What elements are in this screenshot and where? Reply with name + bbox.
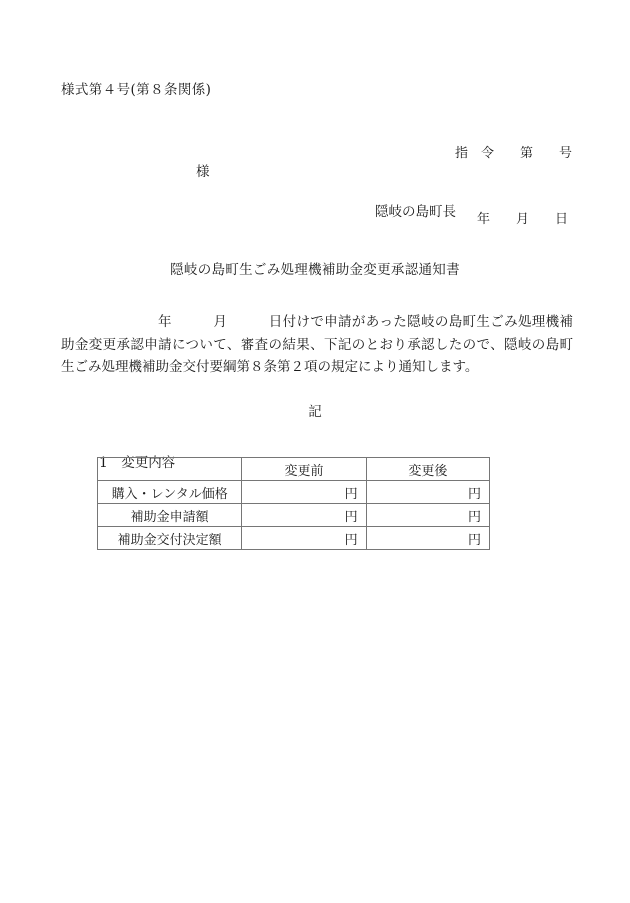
reference-block — [455, 99, 572, 275]
body-lead-indent — [61, 314, 158, 330]
issuer-name: 隠岐の島町長 — [375, 204, 456, 220]
issue-date-line: 年 月 日 — [476, 212, 568, 227]
body-paragraph — [61, 311, 573, 379]
table-header-before: 変更前 — [242, 458, 366, 481]
section-title: 変更内容 — [121, 455, 176, 471]
row-label-purchase-rental-price: 購入・レンタル価格 — [98, 481, 242, 504]
table-header-row — [98, 458, 490, 481]
cell-purchase-rental-price-after[interactable]: 円 — [366, 481, 489, 504]
cell-subsidy-application-amount-after[interactable]: 円 — [366, 504, 489, 527]
change-content-table — [97, 457, 490, 550]
table-row — [98, 527, 490, 550]
document-title: 隠岐の島町生ごみ処理機補助金変更承認通知書 — [170, 262, 460, 278]
cell-subsidy-decision-amount-after[interactable]: 円 — [366, 527, 489, 550]
ki-marker: 記 — [308, 404, 322, 420]
body-paragraph-text: 年 月 日付けで申請があった隠岐の島町生ごみ処理機補助金変更承認申請について、審査の結果、下記のとおり承認したので、隠岐の島町生ごみ処理機補助金交付要綱第８条第２項の規定により通知します。 — [61, 314, 574, 375]
form-number: 様式第４号(第８条関係) — [61, 82, 212, 98]
table-header-after: 変更後 — [366, 458, 489, 481]
row-label-subsidy-decision-amount: 補助金交付決定額 — [98, 527, 242, 550]
table-row — [98, 504, 490, 527]
cell-subsidy-decision-amount-before[interactable]: 円 — [242, 527, 366, 550]
cell-subsidy-application-amount-before[interactable]: 円 — [242, 504, 366, 527]
table-header-blank — [98, 458, 242, 481]
cell-purchase-rental-price-before[interactable]: 円 — [242, 481, 366, 504]
order-number-line: 指 令 第 号 — [454, 146, 572, 161]
section-number: 1 — [99, 455, 108, 471]
addressee-honorific: 様 — [196, 164, 210, 180]
table-row — [98, 481, 490, 504]
row-label-subsidy-application-amount: 補助金申請額 — [98, 504, 242, 527]
